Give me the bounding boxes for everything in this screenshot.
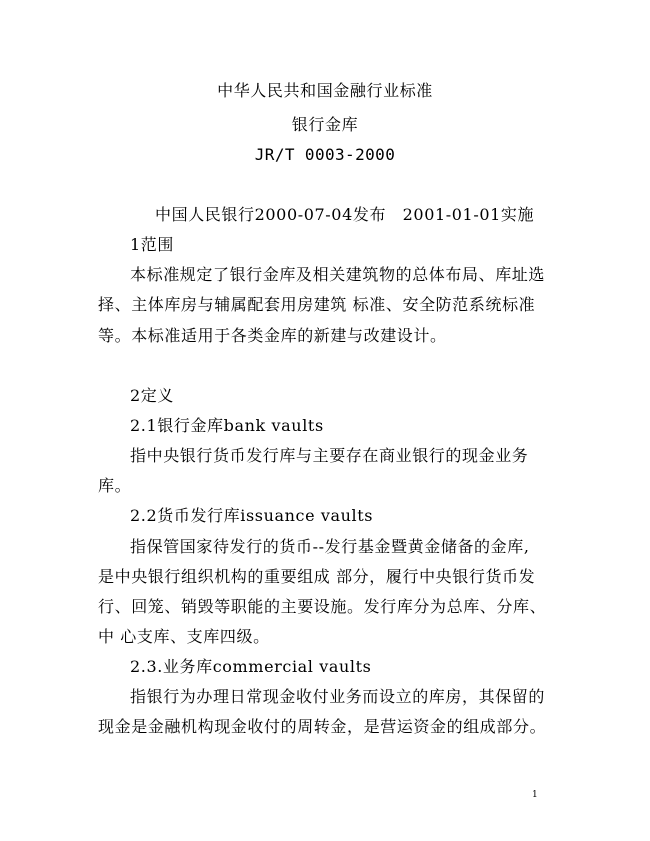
scope-line-2: 择、主体库房与辅属配套用房建筑 标准、安全防范系统标准 [98, 295, 536, 314]
publication-info: 中国人民银行2000-07-04发布 2001-01-01实施 [155, 205, 535, 224]
definition-heading-issuance-vaults: 2.2货币发行库issuance vaults [130, 506, 374, 525]
definition-commercial-vaults-line-2: 现金是金融机构现金收付的周转金，是营运资金的组成部分。 [98, 717, 547, 736]
page-number: 1 [532, 790, 538, 800]
definition-issuance-vaults-line-3: 行、回笼、销毁等职能的主要设施。发行库分为总库、分库、 [98, 597, 547, 616]
definition-issuance-vaults-line-2: 是中央银行组织机构的重要组成 部分，履行中央银行货币发 [98, 567, 536, 586]
section-heading-scope: 1范围 [130, 235, 174, 254]
definition-commercial-vaults-line-1: 指银行为办理日常现金收付业务而设立的库房，其保留的 [130, 687, 546, 706]
document-title: 中华人民共和国金融行业标准 [217, 81, 433, 100]
definition-heading-bank-vaults: 2.1银行金库bank vaults [130, 416, 324, 435]
definition-bank-vaults-line-1: 指中央银行货币发行库与主要存在商业银行的现金业务 [130, 446, 529, 465]
definition-bank-vaults-line-2: 库。 [98, 476, 132, 495]
definition-issuance-vaults-line-1: 指保管国家待发行的货币--发行基金暨黄金储备的金库, [130, 537, 530, 556]
scope-line-3: 等。本标准适用于各类金库的新建与改建设计。 [98, 326, 447, 345]
definition-issuance-vaults-line-4: 中 心支库、支库四级。 [98, 627, 270, 646]
definition-heading-commercial-vaults: 2.3.业务库commercial vaults [130, 657, 372, 676]
scope-line-1: 本标准规定了银行金库及相关建筑物的总体布局、库址选 [130, 265, 546, 284]
section-heading-definitions: 2定义 [130, 386, 174, 405]
document-subtitle: 银行金库 [291, 115, 359, 134]
standard-code: JR/T 0003-2000 [254, 145, 396, 164]
